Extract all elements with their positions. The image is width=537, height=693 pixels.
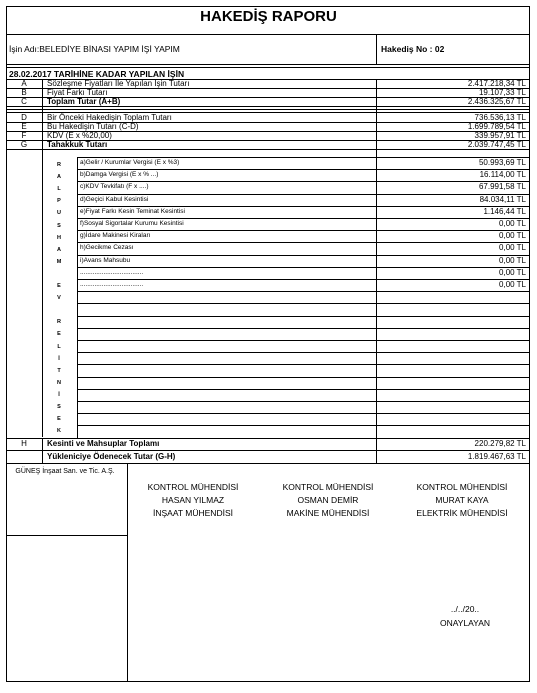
row-code: C xyxy=(21,97,27,106)
vertical-letter: U xyxy=(57,210,61,217)
grid-line xyxy=(77,377,530,378)
contractor-name: GÜNEŞ İnşaat San. ve Tic. A.Ş. xyxy=(15,468,115,475)
deduction-label: f)Sosyal Sigortalar Kurumu Kesintisi xyxy=(80,220,184,227)
grid-line xyxy=(77,401,530,402)
row-value: 2.417.218,34 TL xyxy=(467,79,526,88)
row-label: Tahakkuk Tutarı xyxy=(47,140,108,149)
col-divider xyxy=(42,438,43,463)
signature-role: MAKİNE MÜHENDİSİ xyxy=(286,508,370,518)
vertical-letter: T xyxy=(57,367,61,374)
grid-line xyxy=(77,303,530,304)
vertical-letter: E xyxy=(57,416,61,423)
signature-role: İNŞAAT MÜHENDİSİ xyxy=(153,508,233,518)
project-name: İşin Adı:BELEDİYE BİNASI YAPIM İŞİ YAPIM xyxy=(9,44,180,54)
vertical-letter: L xyxy=(57,186,61,193)
signature-title: KONTROL MÜHENDİSİ xyxy=(416,482,508,492)
report-frame xyxy=(6,6,530,682)
vertical-letter: P xyxy=(57,198,61,205)
row-value: 220.279,82 TL xyxy=(474,439,526,448)
grid-line xyxy=(77,425,530,426)
vertical-letter: S xyxy=(57,404,61,410)
deduction-value: 16.114,00 TL xyxy=(479,170,526,180)
col-divider xyxy=(376,79,377,150)
grid-line xyxy=(77,340,530,341)
row-divider xyxy=(6,109,530,110)
deduction-value: 0,00 TL xyxy=(499,280,526,289)
row-label: Bir Önceki Hakedişin Toplam Tutarı xyxy=(47,113,172,122)
signature-name: HASAN YILMAZ xyxy=(161,495,225,505)
grid-line xyxy=(77,413,530,414)
net-label: Yükleniciye Ödenecek Tutar (G-H) xyxy=(47,452,176,461)
row-value: 1.699.789,54 TL xyxy=(467,122,526,131)
row-value: 2.436.325,67 TL xyxy=(467,97,526,106)
deduction-label: a)Gelir / Kurumlar Vergisi (E x %3) xyxy=(80,159,180,166)
signature-name: MURAT KAYA xyxy=(435,495,489,505)
signature-name: OSMAN DEMİR xyxy=(297,495,359,505)
row-label: Sözleşme Fiyatları İle Yapılan İşin Tutarı xyxy=(47,79,190,88)
vertical-letter: H xyxy=(57,234,61,241)
deduction-label: d)Geçici Kabul Kesintisi xyxy=(80,195,149,203)
net-value: 1.819.467,63 TL xyxy=(467,452,526,461)
grid-line xyxy=(77,328,530,329)
vertical-letter: N xyxy=(57,379,61,386)
row-label: Kesinti ve Mahsuplar Toplamı xyxy=(47,439,160,448)
signature-title: KONTROL MÜHENDİSİ xyxy=(147,482,239,492)
vertical-letter: R xyxy=(57,319,61,326)
deduction-label: b)Damga Vergisi (E x % ...) xyxy=(80,171,159,179)
deduction-value: 0,00 TL xyxy=(499,243,526,253)
deduction-value: 1.146,44 TL xyxy=(483,206,526,216)
row-label: KDV (E x %20,00) xyxy=(47,131,112,140)
vertical-letter: R xyxy=(57,162,61,168)
grid-line xyxy=(77,364,530,365)
row-divider xyxy=(6,149,530,150)
vertical-letter: S xyxy=(57,222,61,229)
row-value: 2.039.747,45 TL xyxy=(467,140,526,149)
approval-date: ../../20.. xyxy=(450,604,480,614)
row-label: Toplam Tutar (A+B) xyxy=(47,97,121,106)
signature-role: ELEKTRİK MÜHENDİSİ xyxy=(416,508,508,518)
vertical-letter: V xyxy=(57,295,61,302)
vertical-letter: A xyxy=(57,174,61,181)
vertical-letter: M xyxy=(56,258,62,265)
row-label: Bu Hakedişin Tutarı (C-D) xyxy=(47,122,139,131)
deduction-value: 0,00 TL xyxy=(499,255,526,265)
row-divider xyxy=(6,106,530,107)
row-value: 736.536,13 TL xyxy=(474,113,526,122)
col-divider xyxy=(42,79,43,150)
deduction-label: g)İdare Makinesi Kiraları xyxy=(80,232,151,240)
deduction-value: 0,00 TL xyxy=(499,219,526,228)
row-value: 19.107,33 TL xyxy=(478,88,526,97)
deduction-label: ................................... xyxy=(80,268,144,276)
deduction-value: 0,00 TL xyxy=(499,267,526,277)
row-code: H xyxy=(21,439,27,448)
report-title: HAKEDİŞ RAPORU xyxy=(200,8,337,25)
vertical-letter: E xyxy=(57,331,61,338)
deduction-label: c)KDV Tevkifatı (F x ....) xyxy=(80,183,149,191)
date-header: 28.02.2017 TARİHİNE KADAR YAPILAN İŞİN xyxy=(9,69,185,79)
deduction-label: e)Fiyat Farkı Kesin Teminat Kesintisi xyxy=(80,207,185,215)
deduction-value: 0,00 TL xyxy=(499,231,526,241)
vertical-letter: L xyxy=(57,343,61,350)
row-code: F xyxy=(21,131,27,140)
deduction-value: 84.034,11 TL xyxy=(479,194,526,204)
row-code: A xyxy=(21,79,27,88)
grid-line xyxy=(77,389,530,390)
deduction-label: h)Gecikme Cezası xyxy=(80,244,134,252)
deduction-label: i)Avans Mahsubu xyxy=(80,256,131,264)
approval-label: ONAYLAYAN xyxy=(439,618,491,628)
row-code: G xyxy=(20,140,28,149)
vertical-letter: İ xyxy=(58,355,60,362)
col-divider xyxy=(376,438,377,463)
hakedis-number: Hakediş No : 02 xyxy=(381,44,445,54)
deduction-value: 67.991,58 TL xyxy=(478,182,526,192)
vertical-letter: İ xyxy=(58,391,60,398)
row-code: D xyxy=(21,113,27,122)
deduction-label: ................................... xyxy=(80,281,144,288)
row-divider xyxy=(6,450,530,451)
grid-line xyxy=(77,291,530,292)
vertical-letter: A xyxy=(57,246,61,253)
signature-title: KONTROL MÜHENDİSİ xyxy=(282,482,374,492)
row-code: E xyxy=(21,122,27,131)
deduction-value: 50.993,69 TL xyxy=(478,158,526,167)
vertical-letter: E xyxy=(57,283,61,289)
vertical-letter: K xyxy=(57,428,61,435)
row-code: B xyxy=(21,88,27,97)
row-label: Fiyat Farkı Tutarı xyxy=(47,88,108,97)
grid-line xyxy=(77,316,530,317)
row-divider xyxy=(6,112,530,113)
grid-line xyxy=(77,352,530,353)
col-divider xyxy=(77,157,78,438)
col-divider xyxy=(42,150,43,437)
row-value: 339.957,91 TL xyxy=(474,131,526,140)
